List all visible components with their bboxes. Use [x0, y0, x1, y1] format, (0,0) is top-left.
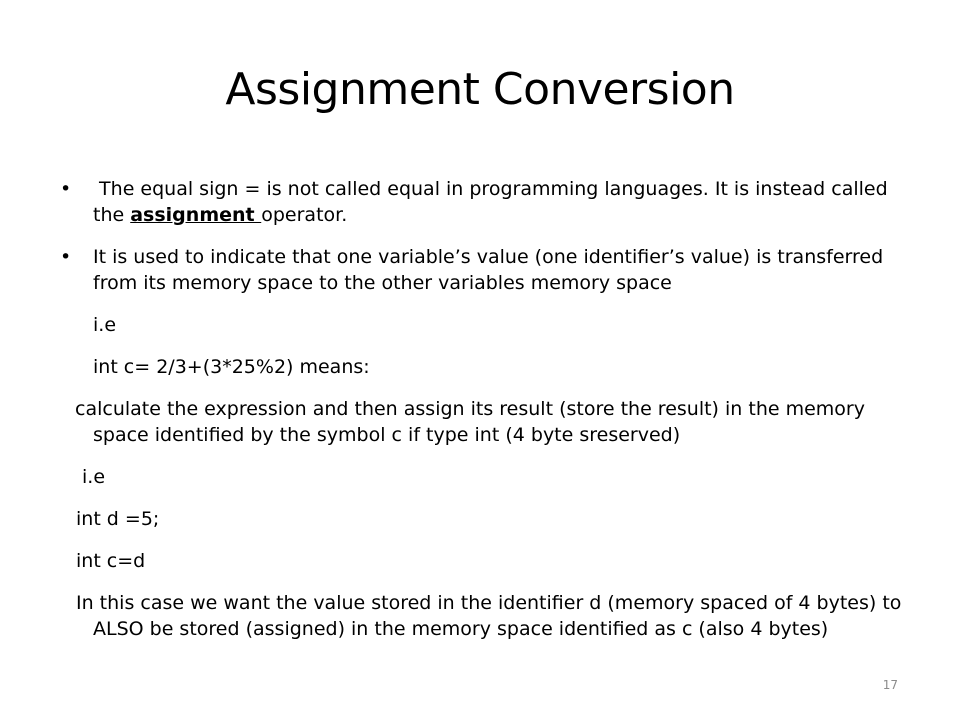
example-label-ie: i.e: [93, 314, 117, 336]
code-line-int-c: int c= 2/3+(3*25%2) means:: [93, 356, 370, 378]
bullet-text-before: The equal sign = is not called equal in programming languages. It is instead called the: [93, 178, 888, 226]
bullet-text: It is used to indicate that one variable’s value (one identifier’s value) is transferred from its memory space to the other variables memory space: [93, 246, 884, 294]
explanation-copy-value: In this case we want the value stored in the identifier d (memory spaced of 4 bytes) to ALSO be stored (assigned) in the memory space identified as c (also 4 bytes): [76, 592, 902, 640]
bullet-text-after: operator.: [261, 204, 348, 226]
bullet-icon: •: [60, 246, 72, 268]
explanation-expression: calculate the expression and then assign its result (store the result) in the memory space identified by the symbol c if type int (4 byte sreserved): [75, 398, 865, 446]
code-line-int-c-equals-d: int c=d: [76, 550, 146, 572]
page-number: 17: [882, 678, 898, 692]
example-label-ie-second: i.e: [82, 466, 106, 488]
slide-title: Assignment Conversion: [225, 64, 735, 115]
slide-body: [60, 176, 920, 658]
bullet-item-transfer: [60, 244, 920, 296]
bullet-icon: •: [60, 178, 72, 200]
code-line-int-d: int d =5;: [76, 508, 160, 530]
assignment-term: assignment: [130, 204, 262, 226]
bullet-item-assignment: [60, 176, 920, 228]
